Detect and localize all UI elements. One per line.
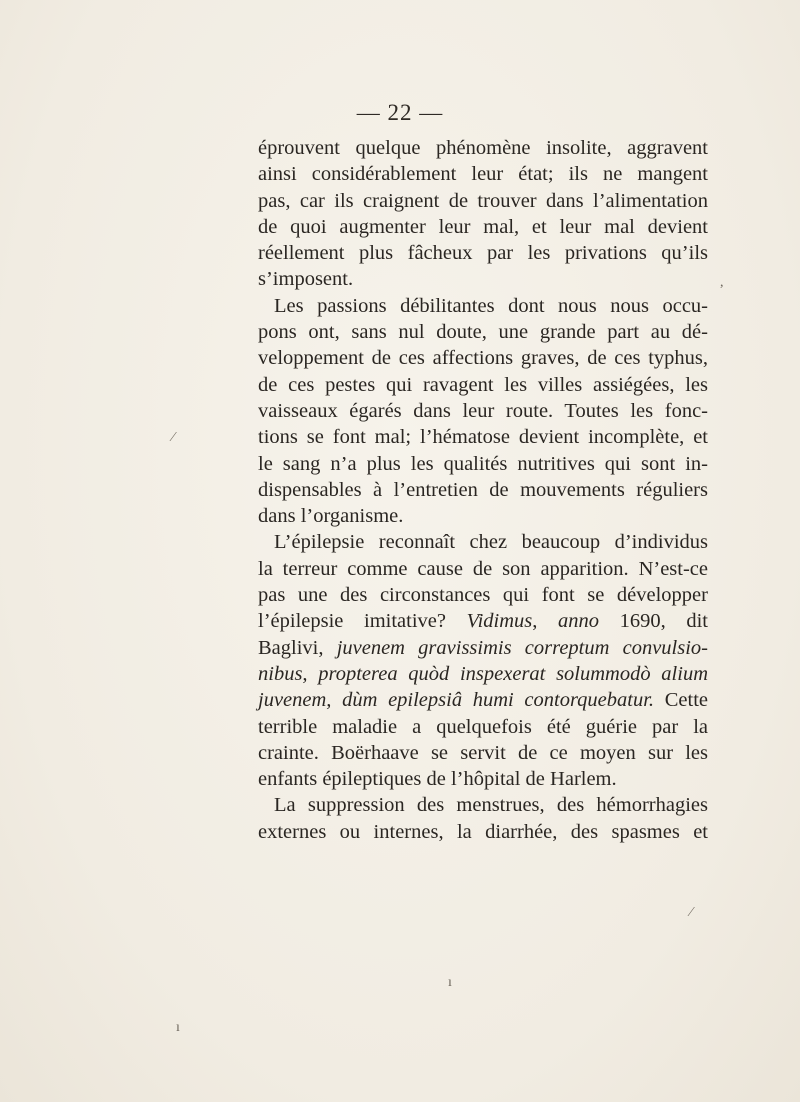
text-line-mixed [258,687,708,713]
text-line: crainte. Boërhaave se servit de ce moyen sur les [258,741,708,764]
latin-italic: juvenem, dùm epilepsiâ humi contorquebatur. [258,689,655,712]
text-line: veloppement de ces affections graves, de ces typhus, [258,347,708,370]
text-line: L’épilepsie reconnaît chez beaucoup d’individus [274,531,708,554]
text-line: éprouvent quelque phénomène insolite, aggravent [258,137,708,159]
text-segment: , [532,610,558,633]
text-line-mixed [258,608,708,634]
paper-speck: ⁄ [690,905,693,920]
text-line: terrible maladie a quelquefois été guérie par la [258,715,708,738]
paper-speck: ı [448,975,452,990]
latin-italic: Vidimus [466,610,533,633]
text-line [258,661,708,687]
latin-italic: nibus, propterea quòd inspexerat solummodò alium [258,662,708,685]
text-line: réellement plus fâcheux par les privations qu’ils [258,242,708,265]
text-line: vaisseaux égarés dans leur route. Toutes les fonc- [258,399,708,422]
paper-speck: ⁄ [172,430,175,445]
text-line: externes ou internes, la diarrhée, des spasmes et [258,820,708,843]
text-line: ainsi considérablement leur état; ils ne mangent [258,163,708,186]
text-line-mixed [258,635,708,661]
text-line: pas, car ils craignent de trouver dans l’alimentation [258,189,708,212]
text-line: pas une des circonstances qui font se développer [258,584,708,607]
text-line: pons ont, sans nul doute, une grande part au dé- [258,321,708,344]
text-segment: 1690, dit [599,610,708,633]
text-segment: Cette [654,689,708,712]
text-line: la terreur comme cause de son apparition. N’est-ce [258,557,708,580]
text-segment: Baglivi, [258,636,337,659]
latin-italic: juvenem gravissimis correptum convulsio- [336,636,709,659]
text-line: de ces pestes qui ravagent les villes assiégées, les [258,373,708,396]
body-text [258,135,708,845]
latin-italic: anno [558,610,599,633]
text-line: le sang n’a plus les qualités nutritives qui sont in- [258,452,708,475]
text-line: La suppression des menstrues, des hémorrhagies [274,794,708,817]
paper-speck: ı [176,1020,180,1035]
text-line: tions se font mal; l’hématose devient incomplète, et [258,426,708,449]
page-number: — 22 — [356,100,444,125]
text-line: dans l’organisme. [258,505,404,528]
paper-speck: , [720,275,724,290]
text-line: Les passions débilitantes dont nous nous occu- [274,294,708,317]
text-line: de quoi augmenter leur mal, et leur mal devient [258,215,708,238]
text-line: dispensables à l’entretien de mouvements réguliers [258,478,708,501]
text-line: s’imposent. [258,268,354,291]
text-segment: l’épilepsie imitative? [258,610,467,633]
text-line: enfants épileptiques de l’hôpital de Harlem. [258,768,617,791]
